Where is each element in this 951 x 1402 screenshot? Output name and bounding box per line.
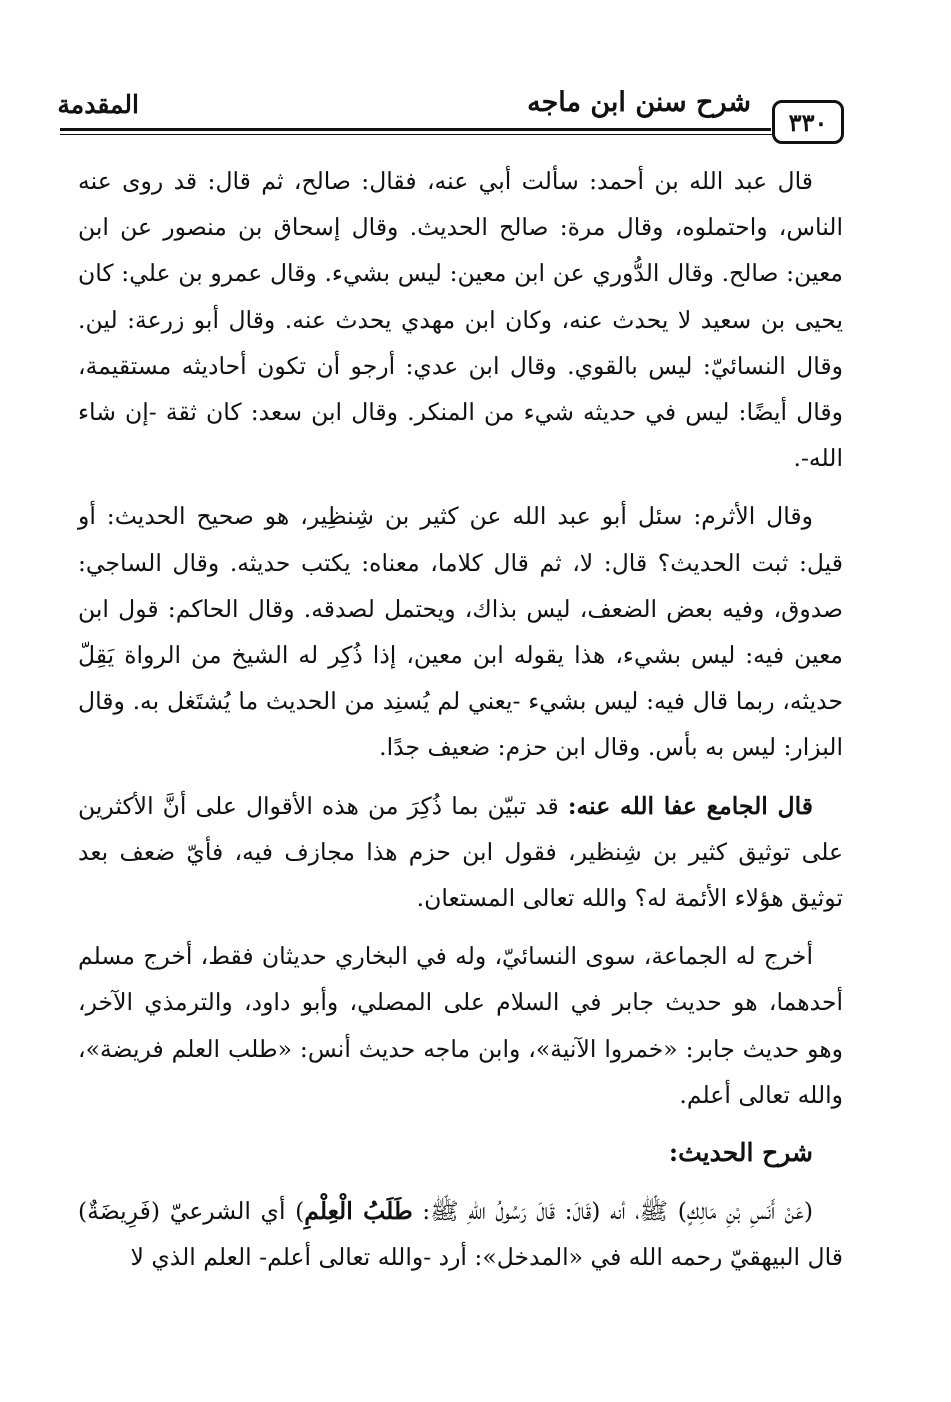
paragraph-jami xyxy=(78,783,843,922)
page-number: ٣٣٠ xyxy=(788,107,828,137)
sharh-text-1: (عَنْ أَنَسِ بْنِ مَالِكٍ) ﷺ، أنه (قَالَ: قَالَ رَسُولُ اللهِ ﷺ: xyxy=(412,1197,814,1226)
header-rule-thin xyxy=(60,134,775,135)
paragraph-sharh xyxy=(78,1188,843,1280)
paragraph-takhrij: أخرج له الجماعة، سوى النسائيّ، وله في البخاري حديثان فقط، أخرج مسلم أحدهما، هو حديث جابر في السلام على المصلي، وأبو داود، والترمذي الآخر، وهو حديث جابر: «خمروا الآنية»، وابن ماجه حديث أنس: «طلب العلم فريضة»، والله تعالى أعلم. xyxy=(78,942,843,1109)
book-title: شرح سنن ابن ماجه xyxy=(527,87,751,118)
page-number-box xyxy=(772,100,844,144)
paragraph-narrators-2: وقال الأثرم: سئل أبو عبد الله عن كثير بن شِنظِير، هو صحيح الحديث: أو قيل: ثبت الحديث؟ قال: لا، ثم قال كلاما، معناه: يكتب حديثه. وقال الساجي: صدوق، وفيه بعض الضعف، ليس بذاك، ويحتمل لصدقه. وقال الحاكم: قول ابن معين فيه: ليس بشيء، هذا يقوله ابن معين، إذا ذُكِر له الشيخ من الرواة يَقِلّ حديثه، ربما قال فيه: ليس بشيء -يعني لم يُسنِد من الحديث ما يُشتَغل به. وقال البزار: ليس به بأس. وقال ابن حزم: ضعيف جدًا. xyxy=(78,502,843,762)
sharh-text-2: ) أي الشرعيّ (فَرِيضَةٌ) قال البيهقيّ رحمه الله في «المدخل»: أرد -والله تعالى أعلم- العلم الذي لا xyxy=(78,1197,843,1272)
sharh-heading: شرح الحديث: xyxy=(668,1138,813,1168)
sharh-hadith-phrase: طَلَبُ الْعِلْمِ xyxy=(304,1197,413,1226)
header-rule xyxy=(60,128,771,131)
page-body xyxy=(78,158,843,1293)
paragraph-narrators-1: قال عبد الله بن أحمد: سألت أبي عنه، فقال: صالح، ثم قال: قد روى عنه الناس، واحتملوه، وقال مرة: صالح الحديث. وقال إسحاق بن منصور عن ابن معين: صالح. وقال الدُّوري عن ابن معين: ليس بشيء. وقال عمرو بن علي: كان يحيى بن سعيد لا يحدث عنه، وكان ابن مهدي يحدث عنه. وقال أبو زرعة: لين. وقال النسائيّ: ليس بالقوي. وقال ابن عدي: أرجو أن تكون أحاديثه مستقيمة، وقال أيضًا: ليس في حديثه شيء من المنكر. وقال ابن سعد: كان ثقة -إن شاء الله-. xyxy=(78,167,843,473)
page-header xyxy=(0,72,951,150)
section-title: المقدمة xyxy=(57,90,139,119)
jami-lead: قال الجامع عفا الله عنه: xyxy=(567,791,813,820)
jami-text: قد تبيّن بما ذُكِرَ من هذه الأقوال على أنَّ الأكثرين على توثيق كثير بن شِنظير، فقول ابن حزم هذا مجازف فيه، فأيّ ضعف بعد توثيق هؤلاء الأئمة له؟ والله تعالى المستعان. xyxy=(78,791,843,913)
